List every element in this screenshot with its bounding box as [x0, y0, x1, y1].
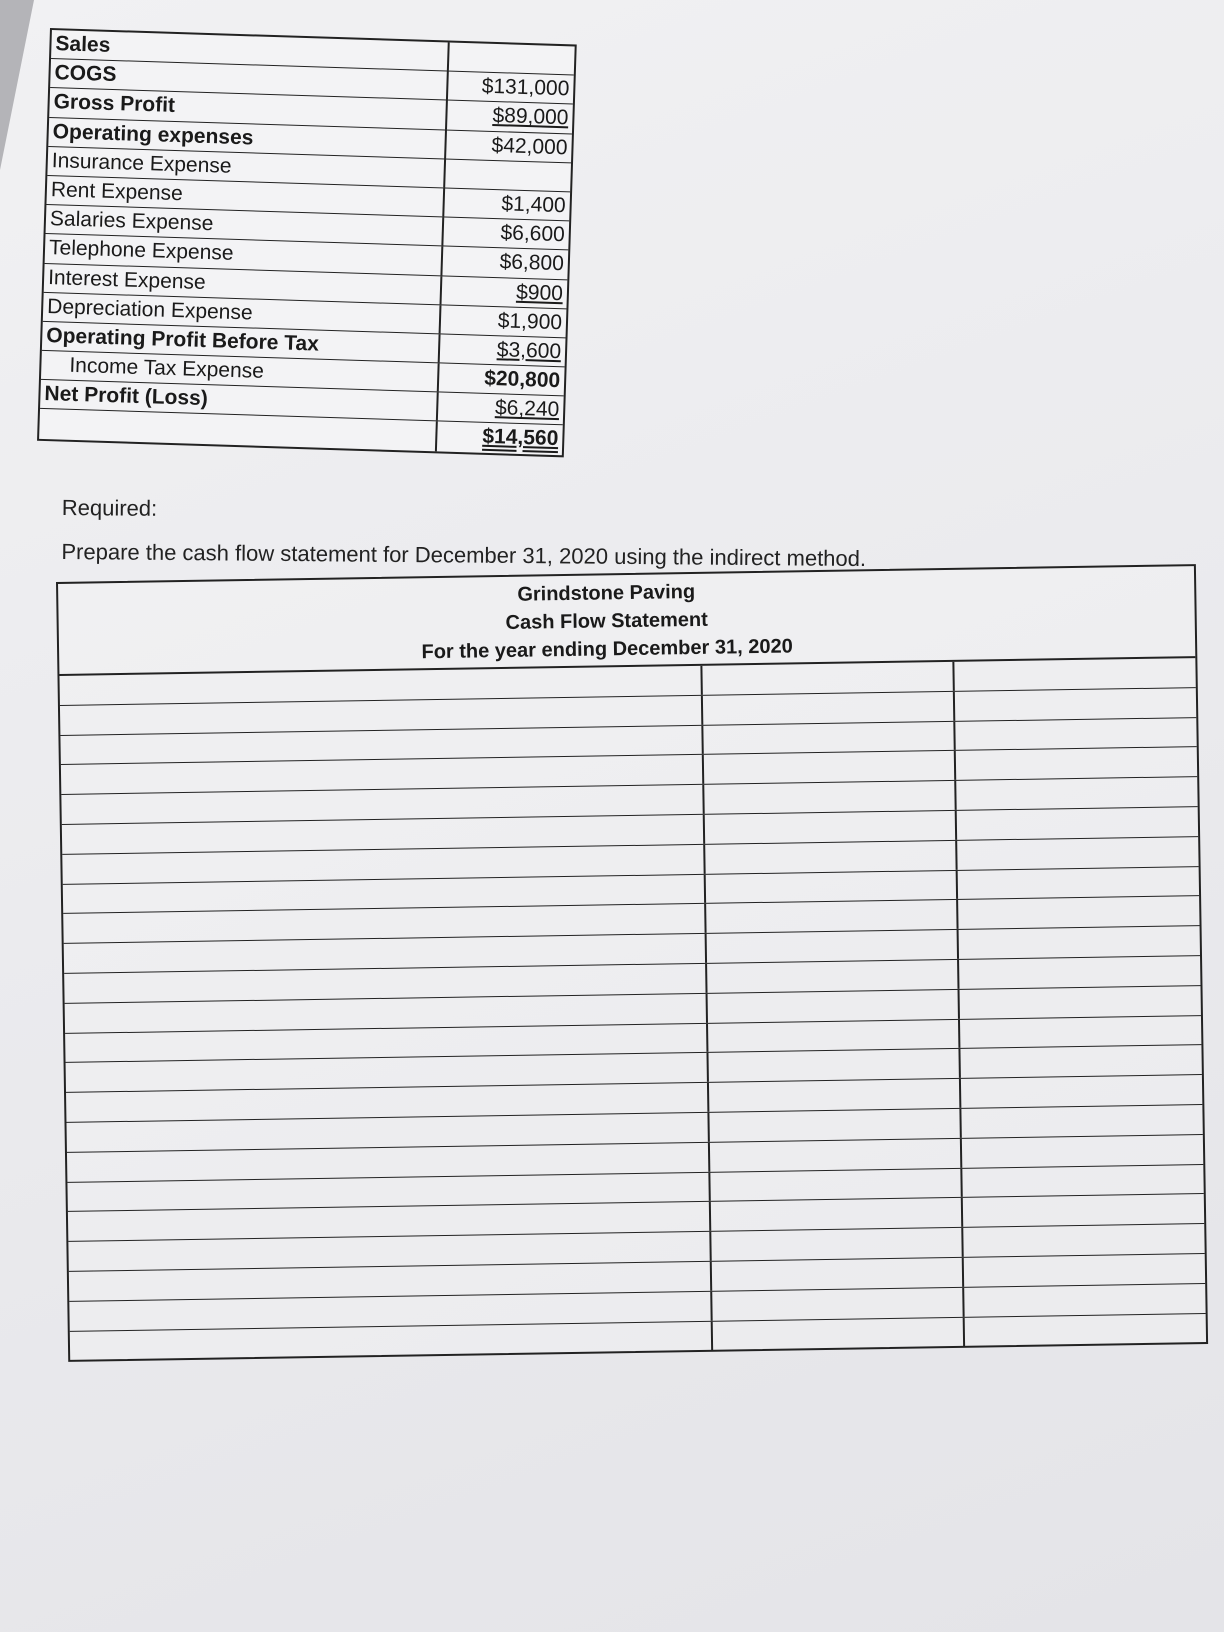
- cash-flow-amount-cell[interactable]: [706, 900, 958, 933]
- cash-flow-amount-cell[interactable]: [712, 1288, 964, 1321]
- cash-flow-total-cell[interactable]: [964, 1254, 1205, 1287]
- cash-flow-total-cell[interactable]: [963, 1194, 1204, 1227]
- cash-flow-total-cell[interactable]: [960, 1045, 1201, 1078]
- income-row-value: $42,000: [491, 133, 568, 159]
- income-row-value: $1,900: [497, 308, 563, 334]
- cash-flow-total-cell[interactable]: [958, 896, 1199, 929]
- required-instruction: Prepare the cash flow statement for December 31, 2020 using the indirect method.: [61, 538, 867, 572]
- income-statement-table: [37, 28, 577, 457]
- cash-flow-total-cell[interactable]: [956, 747, 1197, 780]
- required-section: [61, 486, 866, 581]
- income-row-label: Operating expenses: [48, 118, 447, 159]
- cash-flow-total-cell[interactable]: [962, 1165, 1203, 1198]
- income-row-label: Telephone Expense: [45, 234, 444, 275]
- cash-flow-total-cell[interactable]: [965, 1314, 1206, 1348]
- income-row-value: [445, 159, 571, 191]
- company-name: Grindstone Paving: [517, 580, 696, 606]
- cash-flow-amount-cell[interactable]: [710, 1168, 962, 1201]
- cash-flow-header: [58, 566, 1195, 676]
- cash-flow-amount-cell[interactable]: [709, 1079, 961, 1112]
- income-row-label: Salaries Expense: [46, 205, 445, 246]
- cash-flow-total-cell[interactable]: [959, 926, 1200, 959]
- income-row-label: Sales: [51, 30, 450, 71]
- income-row-label: Interest Expense: [44, 263, 443, 304]
- statement-period: For the year ending December 31, 2020: [421, 635, 793, 664]
- income-row-label: Gross Profit: [49, 88, 448, 129]
- cash-flow-amount-cell[interactable]: [705, 811, 957, 844]
- income-row-value: $131,000: [481, 74, 570, 101]
- income-row-value: $6,800: [499, 250, 565, 276]
- cash-flow-total-cell[interactable]: [958, 867, 1199, 900]
- income-row-label: Income Tax Expense: [41, 351, 440, 392]
- cash-flow-amount-cell[interactable]: [702, 662, 954, 695]
- cash-flow-amount-cell[interactable]: [711, 1228, 963, 1261]
- cash-flow-amount-cell[interactable]: [713, 1317, 965, 1351]
- cash-flow-statement-form: [56, 564, 1208, 1362]
- page-corner-shadow: [0, 0, 34, 170]
- cash-flow-total-cell[interactable]: [956, 777, 1197, 810]
- cash-flow-amount-cell[interactable]: [707, 930, 959, 963]
- cash-flow-amount-cell[interactable]: [709, 1109, 961, 1142]
- cash-flow-amount-cell[interactable]: [703, 692, 955, 725]
- income-row-value: $1,400: [501, 192, 567, 218]
- cash-flow-total-cell[interactable]: [959, 956, 1200, 989]
- income-row-value: $3,600: [496, 338, 562, 364]
- cash-flow-total-cell[interactable]: [957, 807, 1198, 840]
- income-row-label: Operating Profit Before Tax: [42, 322, 441, 363]
- cash-flow-amount-cell[interactable]: [705, 841, 957, 874]
- cash-flow-total-cell[interactable]: [960, 986, 1201, 1019]
- cash-flow-total-cell[interactable]: [954, 658, 1195, 691]
- cash-flow-amount-cell[interactable]: [710, 1139, 962, 1172]
- income-row-value: $89,000: [492, 104, 569, 130]
- cash-flow-amount-cell[interactable]: [708, 990, 960, 1023]
- cash-flow-amount-cell[interactable]: [712, 1258, 964, 1291]
- cash-flow-blank-grid: [59, 658, 1206, 1361]
- income-row-value: $20,800: [483, 366, 561, 393]
- income-row-label: Net Profit (Loss): [40, 380, 439, 421]
- cash-flow-total-cell[interactable]: [955, 688, 1196, 721]
- income-row-value: [449, 43, 575, 75]
- cash-flow-total-cell[interactable]: [963, 1224, 1204, 1257]
- cash-flow-amount-cell[interactable]: [703, 721, 955, 754]
- statement-title: Cash Flow Statement: [505, 608, 708, 634]
- cash-flow-total-cell[interactable]: [957, 837, 1198, 870]
- cash-flow-total-cell[interactable]: [962, 1135, 1203, 1168]
- income-row-value: $900: [515, 280, 564, 305]
- cash-flow-amount-cell[interactable]: [708, 1049, 960, 1082]
- cash-flow-total-cell[interactable]: [961, 1075, 1202, 1108]
- cash-flow-total-cell[interactable]: [955, 718, 1196, 751]
- cash-flow-amount-cell[interactable]: [704, 781, 956, 814]
- income-row-value: $14,560: [482, 425, 559, 451]
- required-heading: Required:: [61, 494, 158, 521]
- income-row-value: $6,240: [494, 396, 560, 422]
- cash-flow-amount-cell[interactable]: [708, 1019, 960, 1052]
- income-row-value: $6,600: [500, 221, 566, 247]
- cash-flow-amount-cell[interactable]: [707, 960, 959, 993]
- cash-flow-amount-cell[interactable]: [711, 1198, 963, 1231]
- income-row-label: Insurance Expense: [47, 147, 446, 188]
- income-row-label: COGS: [50, 59, 449, 100]
- income-row-label: Depreciation Expense: [43, 293, 442, 334]
- cash-flow-amount-cell[interactable]: [704, 751, 956, 784]
- cash-flow-total-cell[interactable]: [960, 1016, 1201, 1049]
- cash-flow-total-cell[interactable]: [964, 1284, 1205, 1317]
- cash-flow-total-cell[interactable]: [961, 1105, 1202, 1138]
- cash-flow-amount-cell[interactable]: [706, 870, 958, 903]
- income-row-label: Rent Expense: [46, 176, 445, 217]
